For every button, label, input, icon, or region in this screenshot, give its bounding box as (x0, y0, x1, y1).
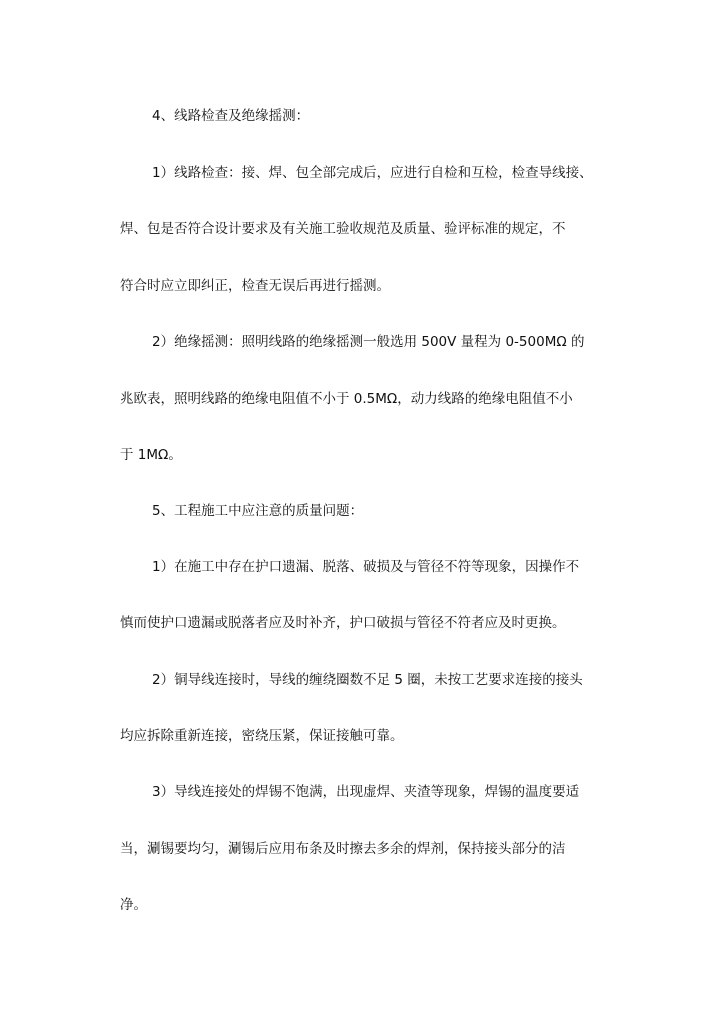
paragraph-line: 当，涮锡要均匀，涮锡后应用布条及时擦去多余的焊剂，保持接头部分的洁 (120, 841, 566, 857)
section-heading-4: 4、线路检查及绝缘摇测： (152, 108, 310, 124)
paragraph-line: 1）线路检查：接、焊、包全部完成后，应进行自检和互检，检查导线接、 (152, 165, 593, 181)
paragraph-line: 1）在施工中存在护口遗漏、脱落、破损及与管径不符等现象，因操作不 (152, 559, 580, 575)
paragraph-line: 符合时应立即纠正，检查无误后再进行摇测。 (120, 278, 390, 294)
paragraph-line: 2）铜导线连接时，导线的缠绕圈数不足 5 圈，未按工艺要求连接的接头 (152, 672, 583, 688)
paragraph-line: 兆欧表，照明线路的绝缘电阻值不小于 0.5MΩ，动力线路的绝缘电阻值不小 (120, 391, 573, 407)
paragraph-line: 2）绝缘摇测：照明线路的绝缘摇测一般选用 500V 量程为 0-500MΩ 的 (152, 334, 585, 350)
paragraph-line: 均应拆除重新连接，密绕压紧，保证接触可靠。 (120, 728, 404, 744)
paragraph-line: 焊、包是否符合设计要求及有关施工验收规范及质量、验评标准的规定，不 (120, 221, 566, 237)
paragraph-line: 慎而使护口遗漏或脱落者应及时补齐，护口破损与管径不符者应及时更换。 (120, 615, 566, 631)
paragraph-line: 3）导线连接处的焊锡不饱满，出现虚焊、夹渣等现象，焊锡的温度要适 (152, 784, 580, 800)
paragraph-line: 于 1MΩ。 (120, 447, 182, 463)
paragraph-line: 净。 (120, 897, 147, 913)
section-heading-5: 5、工程施工中应注意的质量问题： (152, 503, 364, 519)
